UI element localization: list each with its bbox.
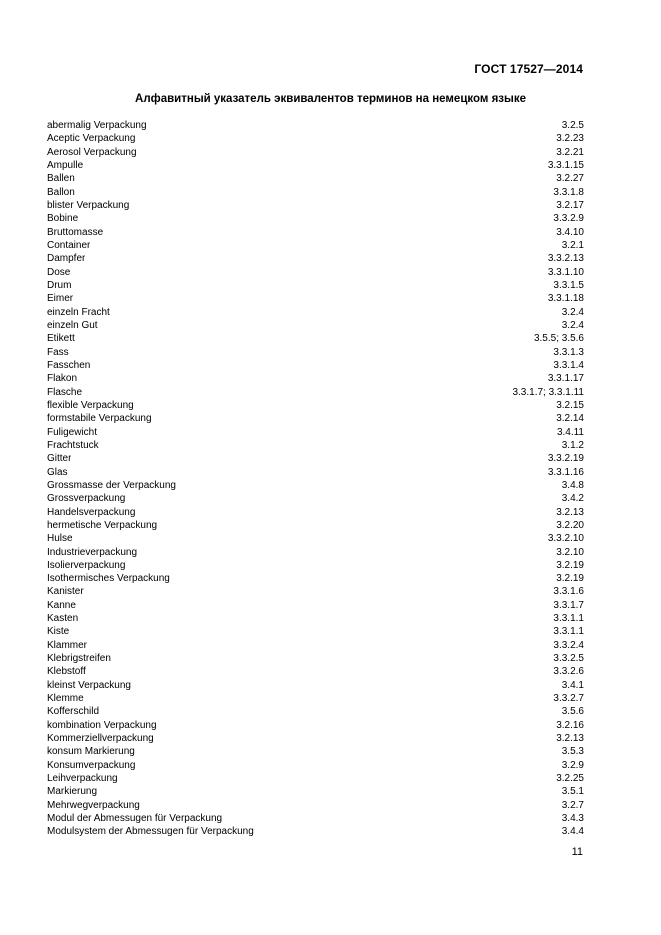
index-entry [47, 132, 584, 145]
index-entry [47, 199, 584, 212]
entry-reference: 3.5.6 [561, 706, 584, 718]
entry-term: Ballen [47, 173, 75, 185]
entry-reference: 3.2.20 [556, 519, 584, 531]
entry-reference: 3.2.23 [556, 133, 584, 145]
index-entry [47, 426, 584, 439]
entry-reference: 3.2.17 [556, 199, 584, 211]
entry-reference: 3.2.4 [561, 306, 584, 318]
entry-term: Modul der Abmessugen für Verpackung [47, 813, 223, 825]
entry-term: Flakon [47, 373, 78, 385]
index-entry [47, 546, 584, 559]
entry-term: Klebstoff [47, 666, 86, 678]
index-entry [47, 412, 584, 425]
entry-term: Grossverpackung [47, 493, 126, 505]
index-entry [47, 506, 584, 519]
index-entry [47, 346, 584, 359]
entry-term: Drum [47, 279, 72, 291]
entry-term: Konsumverpackung [47, 759, 136, 771]
entry-reference: 3.2.19 [556, 573, 584, 585]
index-title: Алфавитный указатель эквивалентов терминов на немецком языке [135, 93, 526, 105]
entry-term: Gitter [47, 453, 72, 465]
entry-term: Isolierverpackung [47, 559, 126, 571]
entry-reference: 3.3.1.17 [547, 373, 584, 385]
entry-term: abermalig Verpackung [47, 120, 147, 131]
entry-reference: 3.3.1.15 [547, 159, 584, 171]
entry-term: Dampfer [47, 253, 86, 265]
entry-term: Isothermisches Verpackung [47, 573, 170, 585]
entry-reference: 3.2.21 [556, 146, 584, 158]
index-entry [47, 226, 584, 239]
entry-reference: 3.5.3 [561, 746, 584, 758]
index-entry [47, 452, 584, 465]
entry-term: Bobine [47, 213, 79, 225]
entry-reference: 3.3.2.9 [553, 213, 584, 225]
entry-reference: 3.2.4 [561, 319, 584, 331]
entry-term: Aerosol Verpackung [47, 146, 137, 158]
entry-term: Kanister [47, 586, 84, 598]
entry-term: einzeln Fracht [47, 306, 110, 318]
index-entry [47, 466, 584, 479]
entry-term: Fass [47, 346, 69, 358]
index-entry [47, 799, 584, 812]
index-entry [47, 599, 584, 612]
entry-reference: 3.2.9 [561, 759, 584, 771]
page-number: 11 [571, 846, 583, 858]
entry-reference: 3.2.19 [556, 559, 584, 571]
entry-reference: 3.4.11 [556, 426, 584, 438]
entry-term: Dose [47, 266, 71, 278]
entry-reference: 3.2.15 [556, 399, 584, 411]
index-entry [47, 665, 584, 678]
entry-reference: 3.2.16 [556, 719, 584, 731]
entry-reference: 3.3.2.5 [553, 653, 584, 665]
index-entry [47, 119, 584, 132]
entry-term: Kiste [47, 626, 70, 638]
entry-term: blister Verpackung [47, 199, 130, 211]
entry-term: Klammer [47, 639, 88, 651]
entry-reference: 3.2.25 [556, 773, 584, 785]
index-entry [47, 705, 584, 718]
entry-reference: 3.3.1.1 [553, 626, 584, 638]
index-entry [47, 159, 584, 172]
entry-reference: 3.4.3 [561, 813, 584, 825]
index-entry [47, 719, 584, 732]
entry-reference: 3.3.1.7 [553, 599, 584, 611]
entry-reference: 3.3.2.13 [547, 253, 584, 265]
entry-reference: 3.3.1.16 [547, 466, 584, 478]
term-index-list [47, 119, 584, 839]
index-entry [47, 372, 584, 385]
entry-term: Ampulle [47, 159, 84, 171]
index-entry [47, 639, 584, 652]
entry-term: Eimer [47, 293, 74, 305]
entry-reference: 3.3.1.3 [553, 346, 584, 358]
entry-term: kleinst Verpackung [47, 679, 131, 691]
entry-term: konsum Markierung [47, 746, 135, 758]
entry-reference: 3.2.13 [556, 733, 584, 745]
index-entry [47, 399, 584, 412]
index-entry [47, 386, 584, 399]
index-entry [47, 532, 584, 545]
entry-term: einzeln Gut [47, 319, 98, 331]
index-entry [47, 812, 584, 825]
entry-term: Frachtstuck [47, 439, 99, 451]
entry-reference: 3.3.2.19 [547, 453, 584, 465]
entry-term: Markierung [47, 786, 98, 798]
entry-term: hermetische Verpackung [47, 519, 158, 531]
entry-reference: 3.2.14 [556, 413, 584, 425]
entry-reference: 3.1.2 [561, 439, 584, 451]
entry-term: flexible Verpackung [47, 399, 134, 411]
entry-term: Flasche [47, 386, 83, 398]
entry-reference: 3.3.2.10 [547, 533, 584, 545]
index-entry [47, 332, 584, 345]
index-entry [47, 212, 584, 225]
entry-term: Fuligewicht [47, 426, 98, 438]
entry-reference: 3.3.1.1 [553, 613, 584, 625]
entry-reference: 3.2.27 [556, 173, 584, 185]
entry-reference: 3.3.1.8 [553, 186, 584, 198]
index-entry [47, 492, 584, 505]
index-entry [47, 652, 584, 665]
entry-term: kombination Verpackung [47, 719, 157, 731]
index-entry [47, 239, 584, 252]
index-entry [47, 785, 584, 798]
entry-reference: 3.2.7 [561, 799, 584, 811]
entry-term: Glas [47, 466, 68, 478]
index-entry [47, 146, 584, 159]
index-entry [47, 772, 584, 785]
entry-reference: 3.3.1.7; 3.3.1.11 [512, 386, 584, 398]
standard-header: ГОСТ 17527—2014 [474, 62, 583, 76]
entry-term: Modulsystem der Abmessugen für Verpackung [47, 826, 254, 838]
entry-reference: 3.3.1.4 [553, 359, 584, 371]
entry-reference: 3.4.8 [561, 479, 584, 491]
entry-reference: 3.2.1 [561, 239, 584, 251]
entry-term: Mehrwegverpackung [47, 799, 140, 811]
index-entry [47, 292, 584, 305]
entry-reference: 3.4.2 [561, 493, 584, 505]
index-entry [47, 479, 584, 492]
entry-term: Klemme [47, 693, 84, 705]
index-entry [47, 559, 584, 572]
index-entry [47, 306, 584, 319]
entry-reference: 3.4.4 [561, 826, 584, 838]
entry-term: Etikett [47, 333, 75, 345]
entry-reference: 3.4.1 [561, 679, 584, 691]
entry-reference: 3.3.1.10 [547, 266, 584, 278]
index-entry [47, 612, 584, 625]
entry-term: Bruttomasse [47, 226, 104, 238]
entry-reference: 3.3.1.18 [547, 293, 584, 305]
entry-reference: 3.3.1.6 [553, 586, 584, 598]
entry-reference: 3.5.5; 3.5.6 [533, 333, 584, 345]
entry-reference: 3.3.2.4 [553, 639, 584, 651]
index-entry [47, 439, 584, 452]
index-entry [47, 745, 584, 758]
entry-term: Ballon [47, 186, 75, 198]
index-entry [47, 825, 584, 838]
entry-reference: 3.3.2.7 [553, 693, 584, 705]
index-entry [47, 186, 584, 199]
index-entry [47, 572, 584, 585]
index-entry [47, 252, 584, 265]
entry-term: Kanne [47, 599, 76, 611]
entry-term: Industrieverpackung [47, 546, 138, 558]
entry-term: Kasten [47, 613, 79, 625]
entry-term: Klebrigstreifen [47, 653, 111, 665]
index-entry [47, 679, 584, 692]
entry-reference: 3.2.10 [556, 546, 584, 558]
index-entry [47, 625, 584, 638]
index-entry [47, 732, 584, 745]
index-entry [47, 692, 584, 705]
entry-term: Handelsverpackung [47, 506, 136, 518]
entry-term: Container [47, 239, 91, 251]
index-entry [47, 519, 584, 532]
entry-term: Kofferschild [47, 706, 100, 718]
index-entry [47, 266, 584, 279]
entry-term: Hulse [47, 533, 73, 545]
entry-reference: 3.3.1.5 [553, 279, 584, 291]
entry-reference: 3.2.5 [561, 120, 584, 131]
entry-reference: 3.3.2.6 [553, 666, 584, 678]
index-entry [47, 359, 584, 372]
index-entry [47, 279, 584, 292]
entry-term: Kommerziellverpackung [47, 733, 154, 745]
entry-reference: 3.2.13 [556, 506, 584, 518]
entry-term: Grossmasse der Verpackung [47, 479, 176, 491]
entry-reference: 3.4.10 [556, 226, 584, 238]
entry-reference: 3.5.1 [561, 786, 584, 798]
index-entry [47, 172, 584, 185]
entry-term: Leihverpackung [47, 773, 118, 785]
entry-term: Aceptic Verpackung [47, 133, 136, 145]
index-entry [47, 319, 584, 332]
entry-term: Fasschen [47, 359, 91, 371]
index-entry [47, 585, 584, 598]
entry-term: formstabile Verpackung [47, 413, 152, 425]
index-entry [47, 759, 584, 772]
